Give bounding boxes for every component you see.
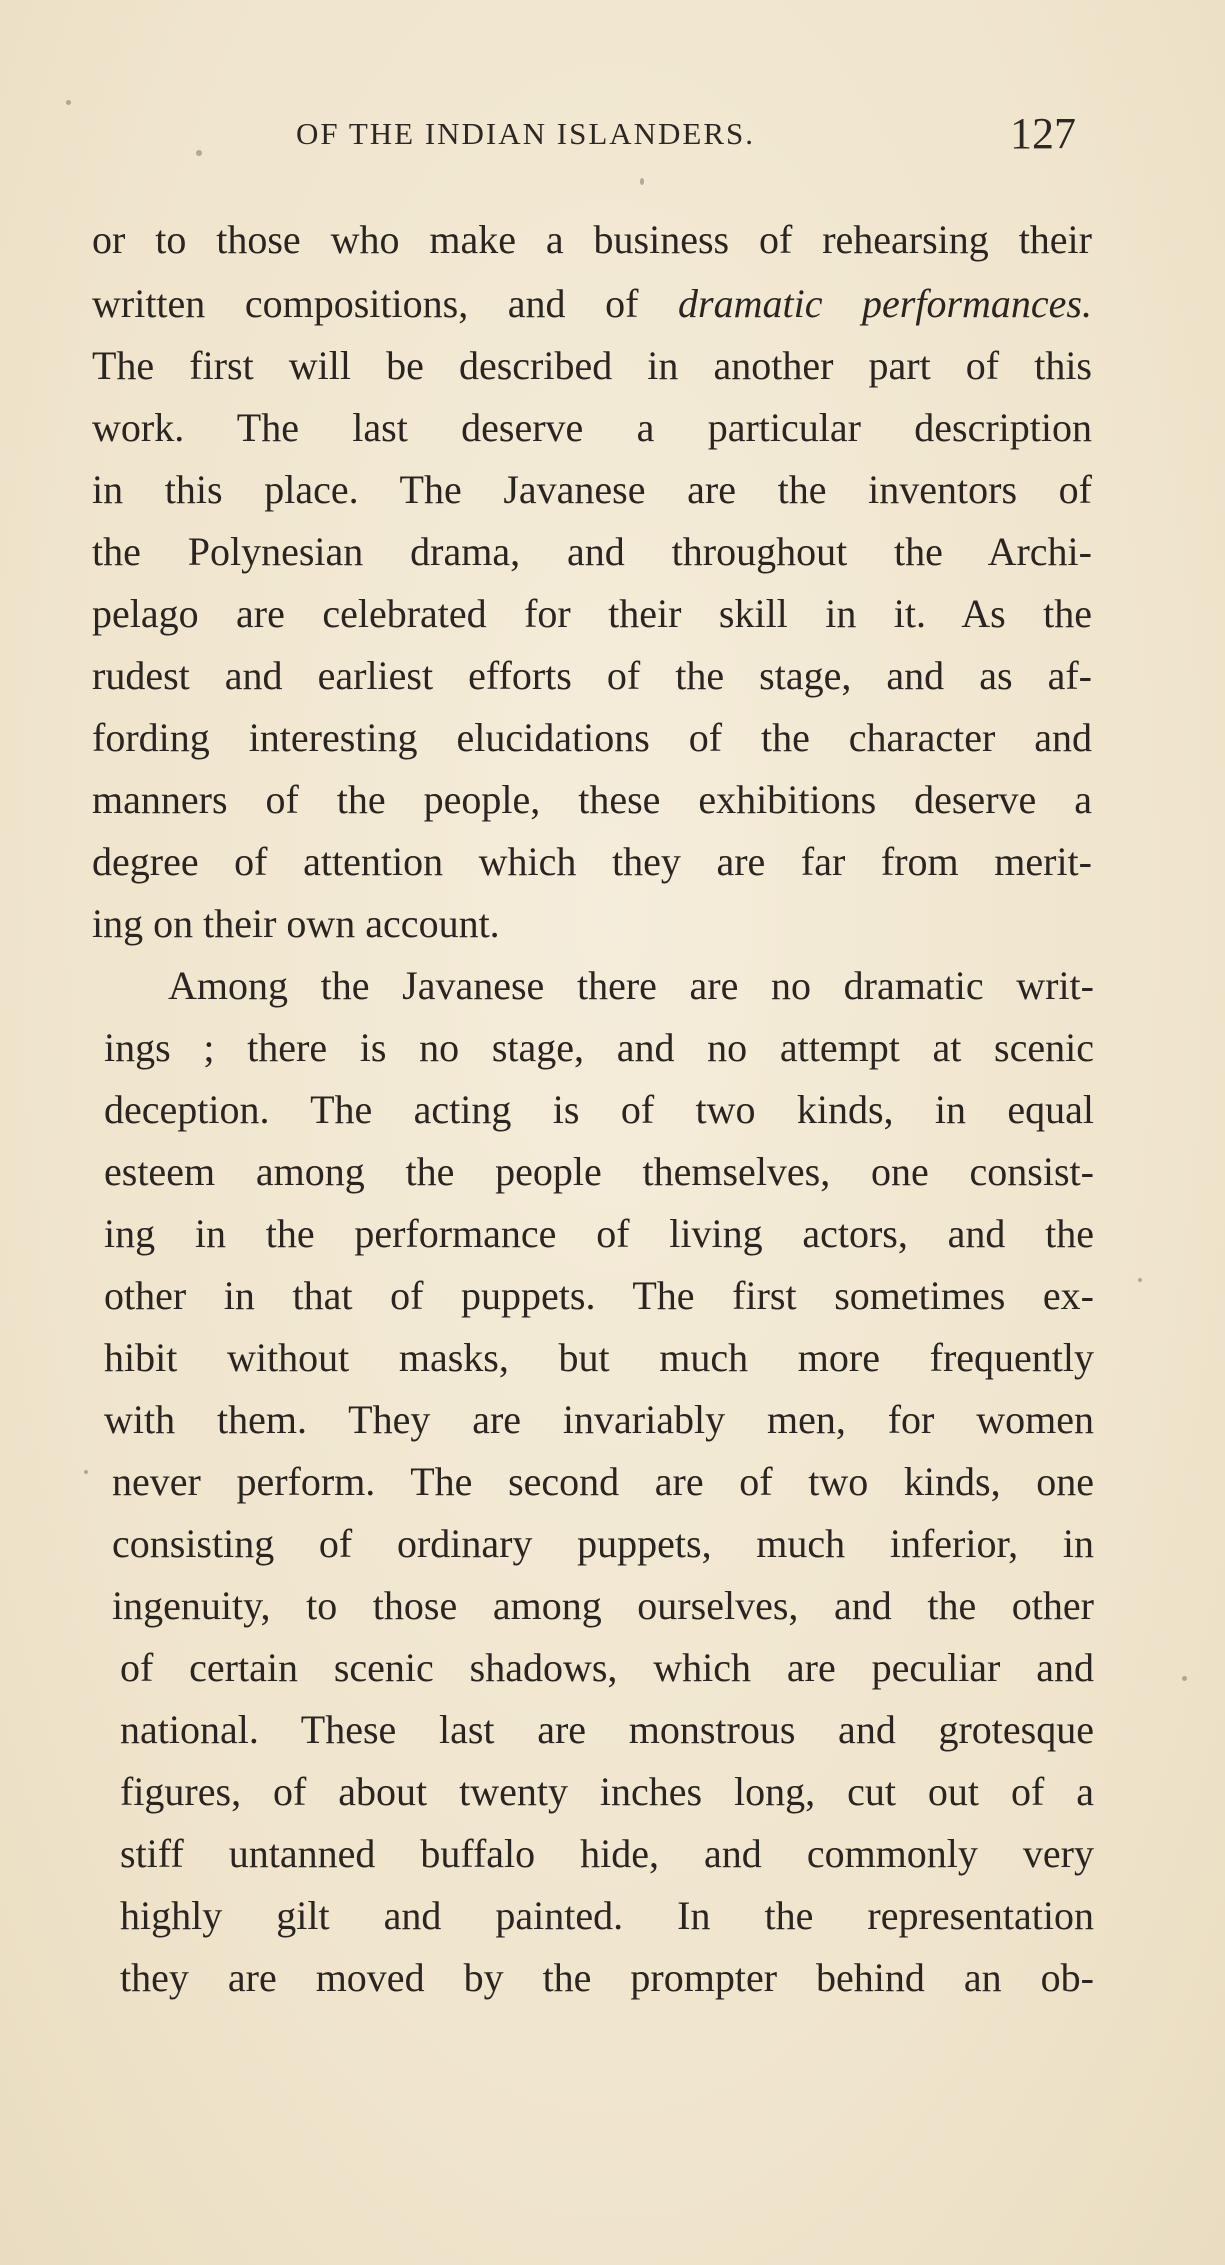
- text-line: [92, 280, 1092, 328]
- paper-speck: [640, 178, 644, 185]
- paper-speck: [84, 1470, 88, 1474]
- text-line: they are moved by the prompter behind an ob-: [120, 1955, 1094, 2000]
- text-line: never perform. The second are of two kinds, one: [112, 1459, 1094, 1504]
- paper-speck: [1182, 1676, 1187, 1681]
- text-line: pelago are celebrated for their skill in it. As the: [92, 591, 1092, 636]
- text-line: Among the Javanese there are no dramatic writ-: [168, 963, 1094, 1008]
- text-line: national. These last are monstrous and grotesque: [120, 1707, 1094, 1752]
- text-line: with them. They are invariably men, for women: [104, 1397, 1094, 1442]
- running-head: [0, 109, 1225, 162]
- text-line: work. The last deserve a particular description: [92, 405, 1092, 450]
- text-line: ingenuity, to those among ourselves, and the other: [112, 1583, 1094, 1628]
- text-line: of certain scenic shadows, which are peculiar and: [120, 1645, 1094, 1690]
- text-line: deception. The acting is of two kinds, in equal: [104, 1087, 1094, 1132]
- paper-speck: [196, 150, 202, 156]
- text-line: ing in the performance of living actors, and the: [104, 1211, 1094, 1256]
- text-line: rudest and earliest efforts of the stage, and as af-: [92, 653, 1092, 698]
- text-line: figures, of about twenty inches long, cut out of a: [120, 1769, 1094, 1814]
- text-line: fording interesting elucidations of the character and: [92, 715, 1092, 760]
- running-title: OF THE INDIAN ISLANDERS.: [296, 116, 756, 151]
- paper-speck: [1138, 1278, 1142, 1282]
- text-line: in this place. The Javanese are the inventors of: [92, 467, 1092, 512]
- text-line: manners of the people, these exhibitions deserve a: [92, 777, 1092, 822]
- italic-phrase: dramatic performances.: [678, 281, 1093, 326]
- page-number: 127: [1010, 109, 1076, 158]
- text-span: written compositions, and of: [92, 281, 639, 326]
- text-line: consisting of ordinary puppets, much inferior, in: [112, 1521, 1094, 1566]
- text-line: hibit without masks, but much more frequently: [104, 1335, 1094, 1380]
- text-line: other in that of puppets. The first sometimes ex-: [104, 1273, 1094, 1318]
- text-line: degree of attention which they are far from merit-: [92, 839, 1092, 884]
- text-line: ings ; there is no stage, and no attempt at scenic: [104, 1025, 1094, 1070]
- text-line: highly gilt and painted. In the representation: [120, 1893, 1094, 1938]
- text-line: The first will be described in another part of this: [92, 343, 1092, 388]
- paper-speck: [66, 100, 71, 105]
- text-line: or to those who make a business of rehearsing their: [92, 217, 1092, 262]
- text-line: esteem among the people themselves, one consist-: [104, 1149, 1094, 1194]
- text-line: ing on their own account.: [92, 901, 500, 946]
- text-line: stiff untanned buffalo hide, and commonly very: [120, 1831, 1094, 1876]
- text-line: the Polynesian drama, and throughout the Archi-: [92, 529, 1092, 574]
